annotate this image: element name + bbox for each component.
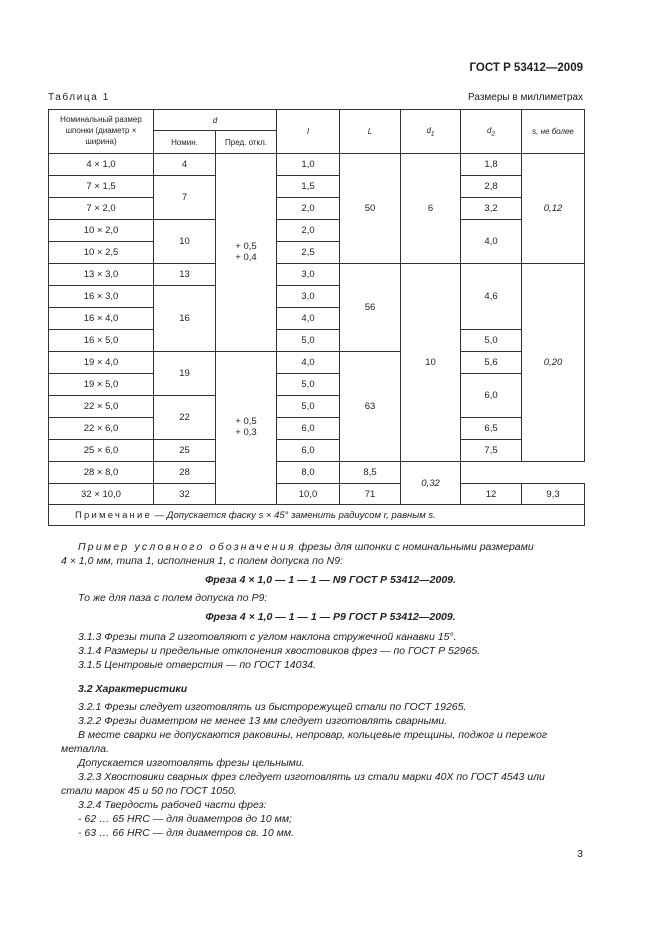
d-nom-cell: 13	[154, 264, 216, 286]
d-nom-cell: 25	[154, 440, 216, 462]
size-cell: 7 × 2,0	[49, 198, 154, 220]
l-cell: 5,0	[277, 396, 340, 418]
s-cell: 0,32	[401, 462, 461, 505]
table-units: Размеры в миллиметрах	[468, 92, 583, 103]
para-3-2-3-a: 3.2.3 Хвостовики сварных фрез следует изготовлять из стали марки 40Х по ГОСТ 4543 или	[78, 771, 545, 783]
d1-cell: 12	[461, 484, 522, 505]
size-cell: 19 × 5,0	[49, 374, 154, 396]
hardness-item-2: - 63 … 66 HRC — для диаметров св. 10 мм.	[78, 827, 294, 839]
L-cell: 50	[340, 154, 401, 264]
header-l: l	[277, 110, 340, 154]
d2-cell: 4,6	[461, 264, 522, 330]
d-nom-cell: 16	[154, 286, 216, 352]
d-nom-cell: 22	[154, 396, 216, 440]
table-note: Примечание — Допускается фаску s × 45° заменить радиусом r, равным s.	[49, 505, 585, 526]
d2-cell: 9,3	[522, 484, 585, 505]
d2-cell: 8,5	[340, 462, 401, 484]
d2-cell: 6,5	[461, 418, 522, 440]
para-3-1-5: 3.1.5 Центровые отверстия — по ГОСТ 14034.	[78, 659, 317, 671]
document-code: ГОСТ Р 53412—2009	[469, 62, 583, 74]
example-line-1: Пример условного обозначения фрезы для шпонки с номинальными размерами	[78, 541, 534, 553]
l-cell: 2,0	[277, 198, 340, 220]
example-line-2: 4 × 1,0 мм, типа 1, исполнения 1, с полем допуска по N9:	[61, 555, 344, 567]
header-d-nominal: Номин.	[154, 131, 216, 154]
para-allow: Допускается изготовлять фрезы цельными.	[78, 757, 305, 769]
l-cell: 4,0	[277, 308, 340, 330]
d-nom-cell: 7	[154, 176, 216, 220]
s-cell: 0,20	[522, 264, 585, 462]
s-cell: 0,12	[522, 154, 585, 264]
l-cell: 3,0	[277, 264, 340, 286]
d2-cell: 6,0	[461, 374, 522, 418]
d-dev-cell: + 0,5 + 0,4	[216, 154, 277, 352]
dimensions-table	[48, 109, 585, 526]
l-cell: 3,0	[277, 286, 340, 308]
same-for-p9: То же для паза с полем допуска по Р9:	[78, 592, 268, 604]
l-cell: 10,0	[277, 484, 340, 505]
d-nom-cell: 4	[154, 154, 216, 176]
size-cell: 10 × 2,5	[49, 242, 154, 264]
para-weld-2: металла.	[61, 743, 109, 755]
designation-p9: Фреза 4 × 1,0 — 1 — 1 — Р9 ГОСТ Р 53412—2009.	[205, 611, 456, 623]
designation-n9: Фреза 4 × 1,0 — 1 — 1 — N9 ГОСТ Р 53412—2009.	[205, 574, 456, 586]
L-cell: 56	[340, 264, 401, 352]
l-cell: 4,0	[277, 352, 340, 374]
d1-cell: 6	[401, 154, 461, 264]
d2-cell: 7,5	[461, 440, 522, 462]
d2-cell: 5,0	[461, 330, 522, 352]
header-d1: $d_1$	[401, 110, 461, 154]
section-heading-3-2: 3.2 Характеристики	[78, 683, 188, 695]
l-cell: 5,0	[277, 330, 340, 352]
table-caption: Таблица 1	[48, 92, 110, 103]
size-cell: 10 × 2,0	[49, 220, 154, 242]
d2-cell: 4,0	[461, 220, 522, 264]
d2-cell: 5,6	[461, 352, 522, 374]
para-3-1-4: 3.1.4 Размеры и предельные отклонения хвостовиков фрез — по ГОСТ Р 52965.	[78, 645, 481, 657]
d-nom-cell: 19	[154, 352, 216, 396]
l-cell: 6,0	[277, 418, 340, 440]
l-cell: 6,0	[277, 440, 340, 462]
l-cell: 1,5	[277, 176, 340, 198]
L-cell: 63	[340, 352, 401, 462]
size-cell: 22 × 5,0	[49, 396, 154, 418]
page-number: 3	[577, 848, 583, 860]
d2-cell: 1,8	[461, 154, 522, 176]
para-3-2-3-b: стали марок 45 и 50 по ГОСТ 1050.	[61, 785, 237, 797]
L-cell: 71	[340, 484, 401, 505]
size-cell: 19 × 4,0	[49, 352, 154, 374]
size-cell: 28 × 8,0	[49, 462, 154, 484]
size-cell: 7 × 1,5	[49, 176, 154, 198]
d-dev-cell: + 0,5 + 0,3	[216, 352, 277, 505]
para-weld-1: В месте сварки не допускаются раковины, непровар, кольцевые трещины, поджог и пережог	[78, 729, 548, 741]
d-nom-cell: 28	[154, 462, 216, 484]
size-cell: 16 × 3,0	[49, 286, 154, 308]
header-L: L	[340, 110, 401, 154]
para-3-2-1: 3.2.1 Фрезы следует изготовлять из быстрорежущей стали по ГОСТ 19265.	[78, 701, 467, 713]
d1-cell: 10	[401, 264, 461, 462]
size-cell: 25 × 6,0	[49, 440, 154, 462]
l-cell: 2,0	[277, 220, 340, 242]
header-d2: $d_2$	[461, 110, 522, 154]
header-nominal-size: Номинальный размер шпонки (диаметр × ширина)	[49, 110, 154, 154]
para-3-1-3: 3.1.3 Фрезы типа 2 изготовляют с углом наклона стружечной канавки 15°.	[78, 631, 457, 643]
l-cell: 5,0	[277, 374, 340, 396]
d-nom-cell: 32	[154, 484, 216, 505]
l-cell: 2,5	[277, 242, 340, 264]
size-cell: 16 × 4,0	[49, 308, 154, 330]
size-cell: 4 × 1,0	[49, 154, 154, 176]
size-cell: 13 × 3,0	[49, 264, 154, 286]
hardness-item-1: - 62 … 65 HRC — для диаметров до 10 мм;	[78, 813, 292, 825]
d-nom-cell: 10	[154, 220, 216, 264]
header-s: s, не более	[522, 110, 585, 154]
size-cell: 22 × 6,0	[49, 418, 154, 440]
l-cell: 1,0	[277, 154, 340, 176]
d2-cell: 3,2	[461, 198, 522, 220]
header-d: d	[154, 110, 277, 131]
d2-cell: 2,8	[461, 176, 522, 198]
header-d-deviation: Пред. откл.	[216, 131, 277, 154]
para-3-2-4: 3.2.4 Твердость рабочей части фрез:	[78, 799, 267, 811]
para-3-2-2: 3.2.2 Фрезы диаметром не менее 13 мм следует изготовлять сварными.	[78, 715, 448, 727]
l-cell: 8,0	[277, 462, 340, 484]
size-cell: 16 × 5,0	[49, 330, 154, 352]
size-cell: 32 × 10,0	[49, 484, 154, 505]
